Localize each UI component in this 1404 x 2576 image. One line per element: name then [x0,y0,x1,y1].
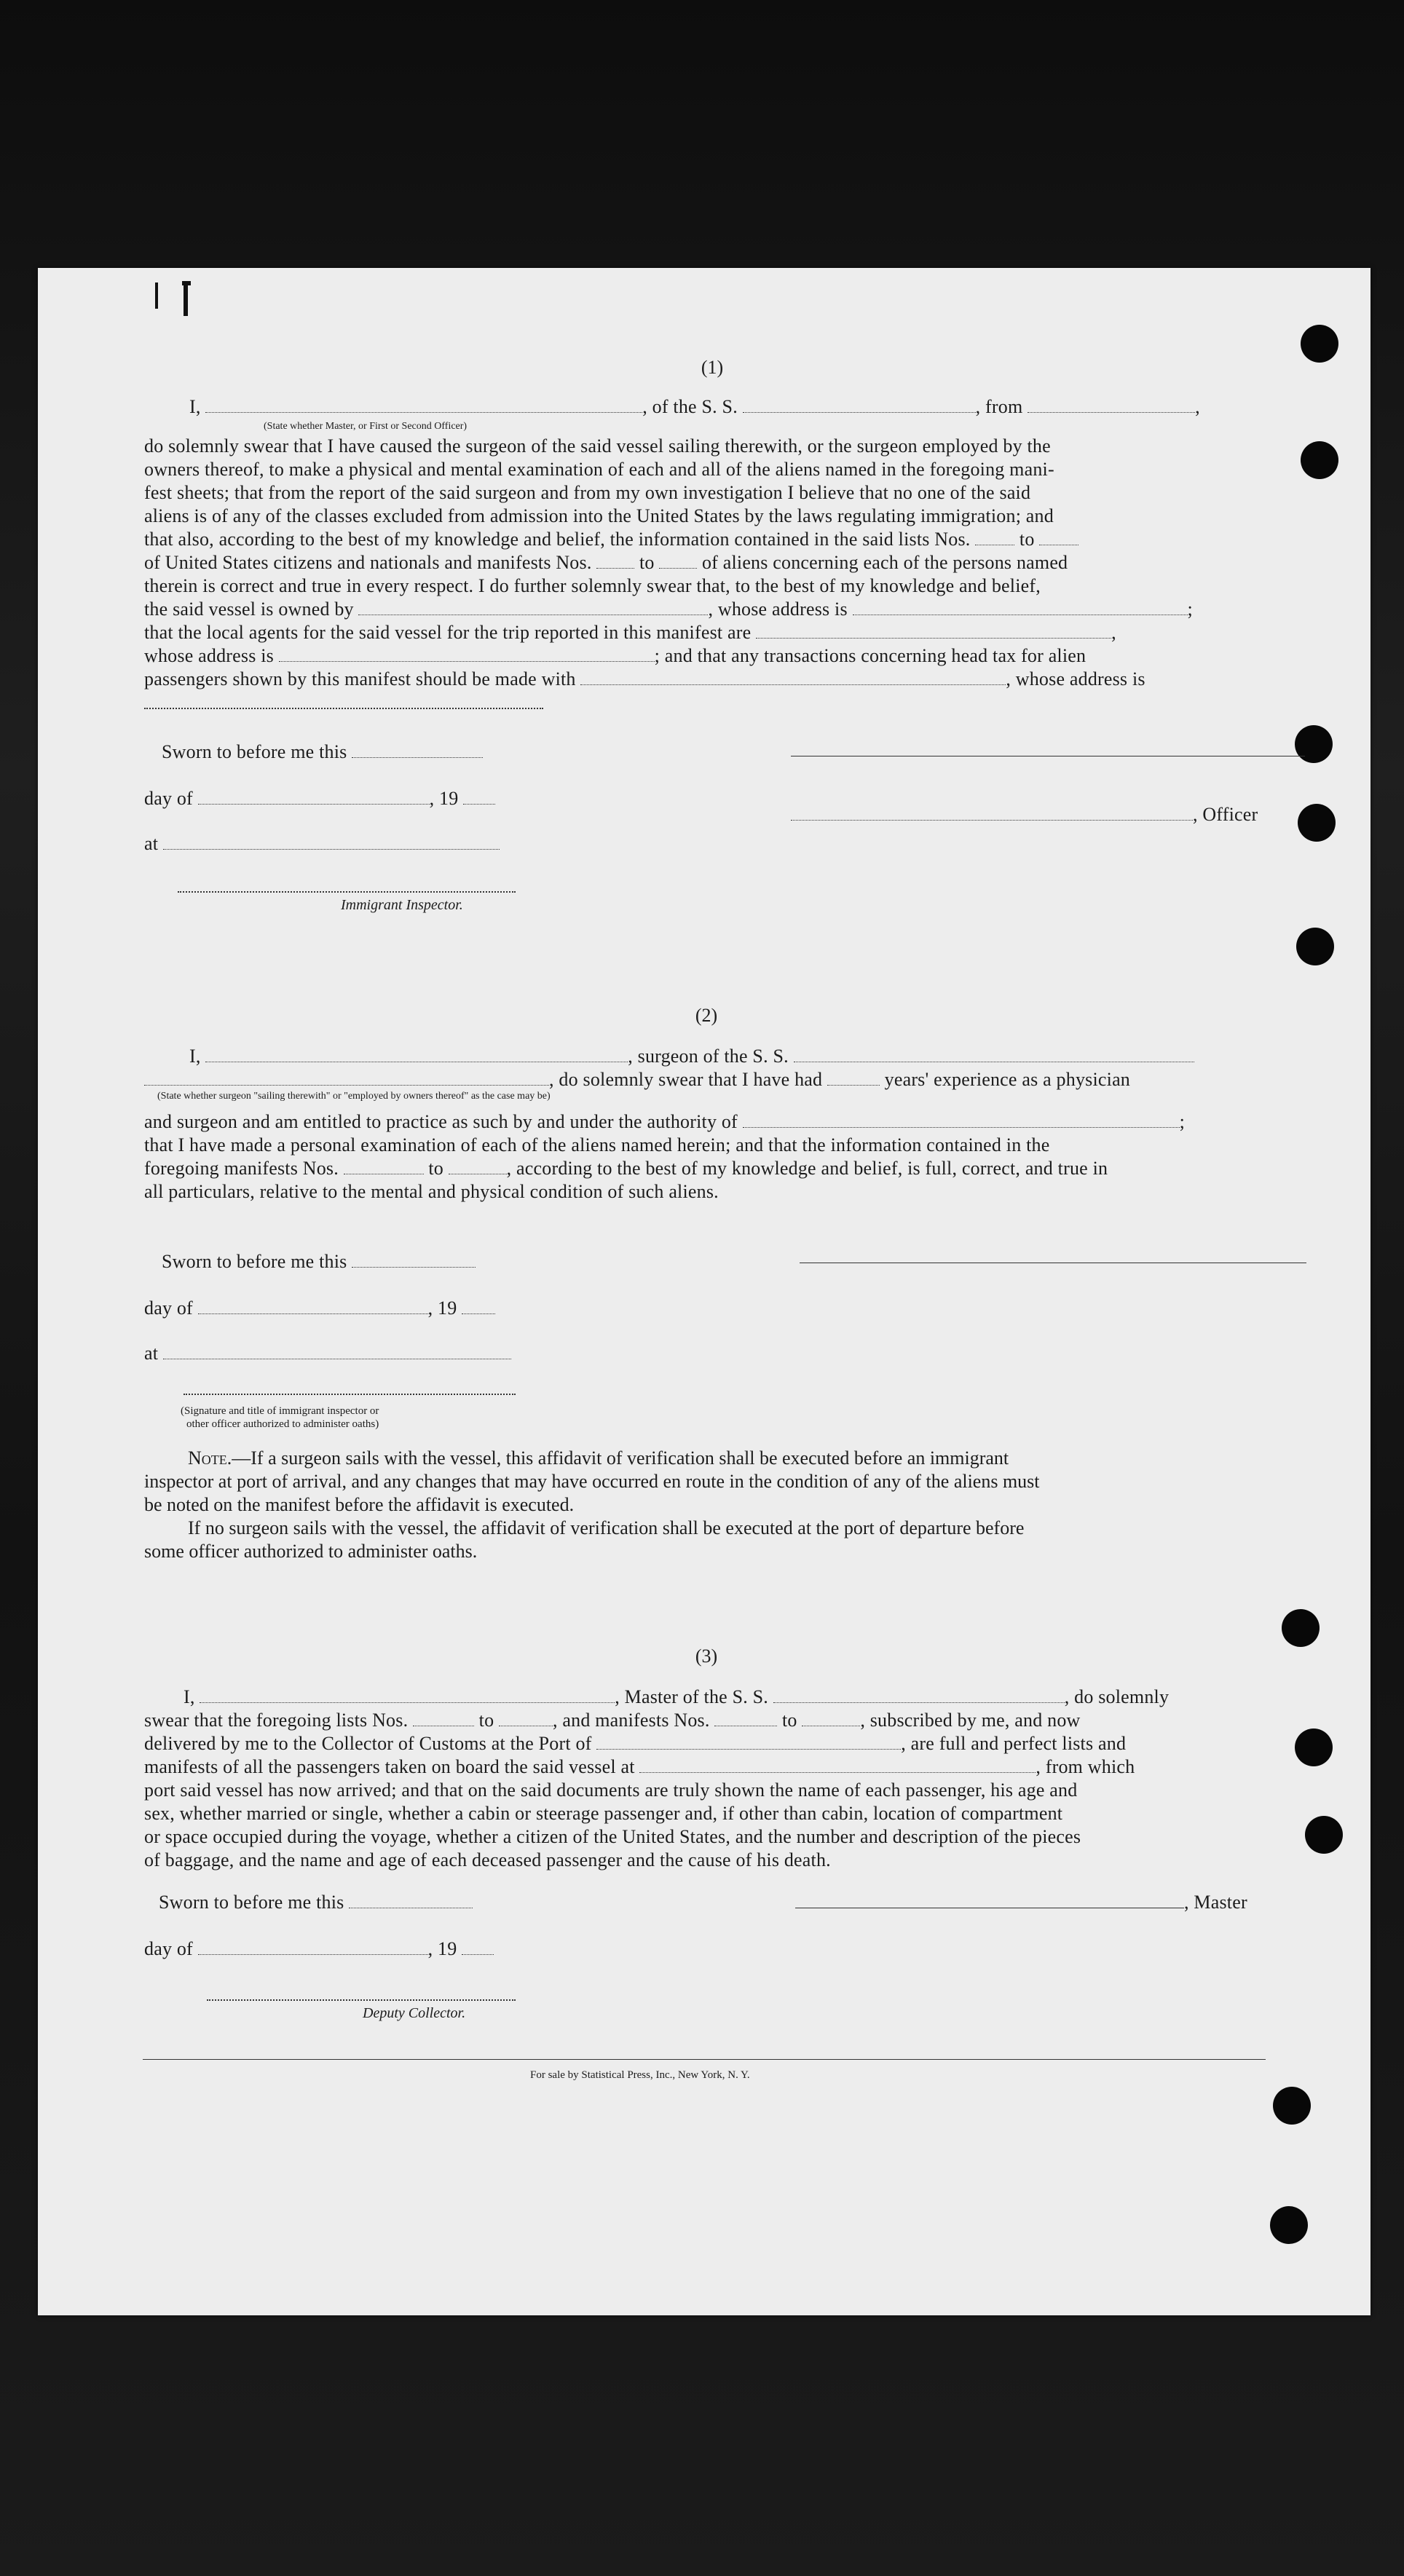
note-text: If no surgeon sails with the vessel, the affidavit of verification shall be executed at the port of departure before [188,1517,1025,1538]
oath-line-1: I, , Master of the S. S. , do solemnly [184,1686,1170,1707]
oath-text: all particulars, relative to the mental and physical condition of such aliens. [144,1181,719,1202]
oath-text: delivered by me to the Collector of Customs at the Port of , are full and perfect lists and [144,1733,1127,1754]
oath-text: and surgeon and am entitled to practice as such by and under the authority of ; [144,1111,1186,1132]
section-number: (3) [695,1645,718,1667]
oath-text: passengers shown by this manifest should be made with , whose address is [144,668,1145,690]
signature-hint: other officer authorized to administer oaths) [186,1418,379,1430]
oath-line-1: I, , of the S. S. , from , [189,396,1200,417]
day-label: day of , 19 [144,1938,494,1960]
day-label: day of , 19 [144,788,495,810]
punch-hole [1273,2087,1311,2125]
oath-text: owners thereof, to make a physical and mental examination of each and all of the aliens named in the foregoing mani- [144,459,1054,480]
punch-hole [1295,725,1333,763]
oath-text: sex, whether married or single, whether a cabin or steerage passenger and, if other than cabin, location of compartment [144,1803,1063,1824]
note-text: Note.—If a surgeon sails with the vessel, this affidavit of verification shall be executed before an immigrant [188,1447,1009,1469]
day-label: day of , 19 [144,1297,495,1319]
oath-text: manifests of all the passengers taken on board the said vessel at , from which [144,1756,1135,1777]
oath-text: that the local agents for the said vessel for the trip reported in this manifest are , [144,622,1116,643]
sworn-label: Sworn to before me this [159,1892,473,1913]
collector-signature-line [207,1999,516,2001]
section-number: (1) [701,357,724,378]
oath-text: therein is correct and true in every respect. I do further solemnly swear that, to the best of my knowledge and belief, [144,575,1041,596]
at-label: at [144,1343,511,1364]
note-text: inspector at port of arrival, and any changes that may have occurred en route in the condition of any of the aliens must [144,1471,1040,1492]
punch-hole [1295,1728,1333,1766]
sworn-label: Sworn to before me this [162,1251,476,1273]
note-text: be noted on the manifest before the affidavit is executed. [144,1494,575,1515]
master-signature-line: , Master [795,1892,1247,1913]
ink-mark [155,283,158,309]
oath-text: or space occupied during the voyage, whether a citizen of the United States, and the number and description of the pieces [144,1826,1081,1847]
note-text: some officer authorized to administer oaths. [144,1541,478,1562]
oath-text: the said vessel is owned by , whose address is ; [144,598,1193,620]
field-hint: (State whether Master, or First or Second Officer) [264,421,468,432]
address-line [144,708,543,709]
inspector-signature-line [178,891,516,893]
oath-text: swear that the foregoing lists Nos. to , and manifests Nos. to , subscribed by me, and now [144,1710,1081,1731]
ink-mark [184,281,188,316]
oath-text: , do solemnly swear that I have had years' experience as a physician [144,1069,1130,1091]
oath-text: that I have made a personal examination of each of the aliens named herein; and that the information contained in the [144,1134,1050,1155]
oath-text: of baggage, and the name and age of each deceased passenger and the cause of his death. [144,1849,831,1870]
punch-hole [1301,441,1338,479]
oath-text: port said vessel has now arrived; and that on the said documents are truly shown the name of each passenger, his age and [144,1779,1078,1801]
oath-text: of United States citizens and nationals and manifests Nos. to of aliens concerning each of the persons named [144,552,1068,573]
signature-line [184,1394,516,1395]
printer-footer: For sale by Statistical Press, Inc., New York, N. Y. [530,2069,750,2081]
punch-hole [1298,804,1336,842]
oath-text: that also, according to the best of my knowledge and belief, the information contained in the said lists Nos. to [144,529,1078,550]
signature-hint: (Signature and title of immigrant inspector or [181,1405,379,1417]
punch-hole [1301,325,1338,363]
inspector-title: Immigrant Inspector. [341,897,463,913]
sworn-label: Sworn to before me this [162,741,483,763]
oath-line-1: I, , surgeon of the S. S. [189,1046,1194,1067]
punch-hole [1270,2206,1308,2244]
field-hint: (State whether surgeon "sailing therewith" or "employed by owners thereof" as the case may be) [157,1091,551,1102]
footer-rule [143,2059,1266,2060]
section-number: (2) [695,1005,718,1026]
ink-mark [182,281,191,285]
punch-hole [1305,1816,1343,1854]
at-label: at [144,833,500,855]
oath-text: do solemnly swear that I have caused the surgeon of the said vessel sailing therewith, or the surgeon employed by the [144,435,1051,457]
punch-hole [1296,928,1334,965]
oath-text: whose address is ; and that any transactions concerning head tax for alien [144,645,1086,666]
officer-line: , Officer [791,804,1258,826]
oath-text: fest sheets; that from the report of the said surgeon and from my own investigation I believe that no one of the said [144,482,1031,503]
manifest-verification-sheet [38,268,1371,2315]
oath-text: foregoing manifests Nos. to , according to the best of my knowledge and belief, is full, correct, and true in [144,1158,1108,1179]
collector-title: Deputy Collector. [363,2005,466,2021]
punch-hole [1282,1609,1320,1647]
oath-text: aliens is of any of the classes excluded from admission into the United States by the laws regulating immigration; and [144,505,1054,526]
